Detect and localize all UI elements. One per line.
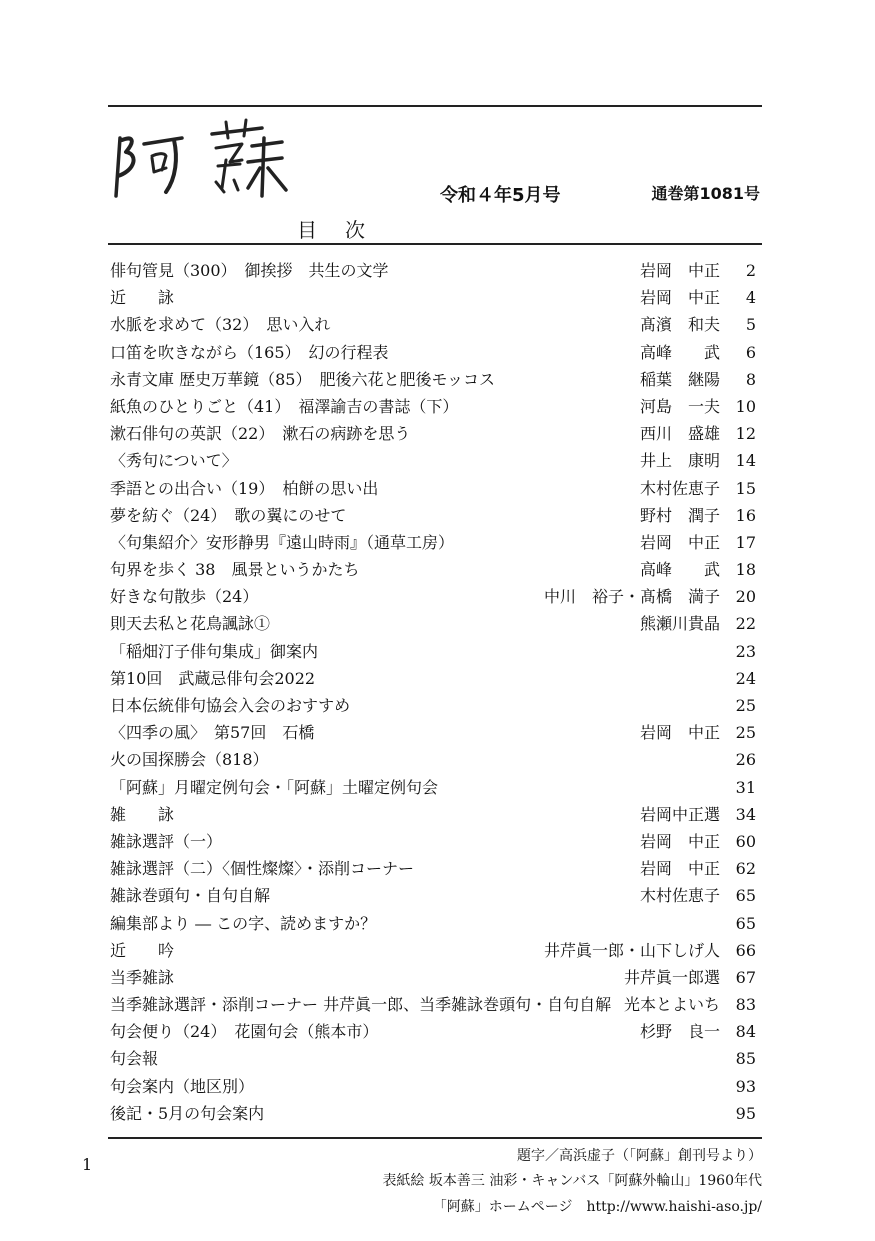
toc-entry-title: 紙魚のひとりごと（41） 福澤諭吉の書誌（下）: [110, 396, 459, 416]
toc-entry-title: 好きな句散歩（24）: [110, 587, 259, 607]
toc-entry-author: 光本とよいち: [623, 995, 720, 1015]
toc-entry-author: 井芹眞一郎・山下しげ人: [543, 940, 720, 960]
toc-entry-author: 井芹眞一郎選: [623, 967, 720, 987]
toc-entry-author: 野村 潤子: [639, 505, 720, 525]
toc-entry[interactable]: [108, 693, 762, 720]
toc-entry-author: 岩岡中正選: [639, 804, 720, 824]
toc-entry-page: 14: [735, 451, 756, 471]
toc-entry[interactable]: [108, 557, 762, 584]
toc-entry-page: 25: [735, 696, 756, 715]
toc-entry-title: 雑詠選評（一）: [110, 831, 223, 851]
toc-entry[interactable]: [108, 639, 762, 666]
toc-entry-title: 雑 詠: [110, 804, 175, 824]
toc-entry[interactable]: [108, 394, 762, 421]
toc-entry-page: 31: [735, 777, 756, 797]
toc-entry-page: 34: [735, 804, 756, 824]
toc-entry-page: 8: [745, 369, 756, 389]
toc-entry-author: 岩岡 中正: [639, 261, 720, 280]
toc-entry[interactable]: [108, 312, 762, 339]
header-rule: [108, 243, 762, 245]
toc-entry-author: 井上 康明: [639, 451, 720, 471]
toc-entry-title: 日本伝統俳句協会入会のおすすめ: [110, 696, 351, 715]
toc-entry-page: 6: [745, 342, 756, 362]
toc-entry[interactable]: [108, 1074, 762, 1101]
toc-entry-page: 5: [745, 315, 756, 335]
toc-entry-page: 18: [735, 560, 756, 580]
toc-entry[interactable]: [108, 747, 762, 774]
toc-entry-page: 95: [735, 1103, 756, 1123]
toc-entry[interactable]: [108, 720, 762, 747]
toc-entry-title: 句会便り（24） 花園句会（熊本市）: [110, 1022, 379, 1042]
toc-entry-author: 熊瀬川貴晶: [639, 614, 720, 634]
toc-entry[interactable]: [108, 911, 762, 938]
toc-entry[interactable]: [108, 476, 762, 503]
toc-entry-author: 髙濱 和夫: [639, 315, 720, 335]
toc-entry[interactable]: [108, 938, 762, 965]
toc-entry-title: 〈秀句について〉: [110, 451, 238, 471]
toc-entry-author: 岩岡 中正: [639, 723, 720, 743]
toc-entry[interactable]: [108, 992, 762, 1019]
toc-entry-author: 岩岡 中正: [639, 859, 720, 879]
toc-entry-title: 「阿蘇」月曜定例句会・「阿蘇」土曜定例句会: [110, 777, 439, 797]
toc-entry-title: 〈四季の風〉 第57回 石橋: [110, 723, 315, 743]
toc-entry-author: 岩岡 中正: [639, 831, 720, 851]
toc-entry[interactable]: [108, 829, 762, 856]
page-number: 1: [82, 1155, 93, 1174]
toc-entry-page: 66: [735, 940, 756, 960]
toc-entry[interactable]: [108, 965, 762, 992]
toc-entry-page: 10: [735, 396, 756, 416]
toc-entry-page: 67: [735, 967, 756, 987]
toc-entry[interactable]: [108, 258, 762, 285]
toc-entry[interactable]: [108, 448, 762, 475]
toc-entry-page: 84: [735, 1022, 756, 1042]
toc-entry-title: 句界を歩く 38 風景というかたち: [110, 560, 360, 580]
toc-entry[interactable]: [108, 367, 762, 394]
volume-number: 通巻第1081号: [651, 184, 760, 203]
cover-credit: 表紙絵 坂本善三 油彩・キャンバス「阿蘇外輪山」1960年代: [382, 1173, 762, 1189]
issue-date: 令和４年5月号: [440, 185, 561, 206]
toc-entry-title: 第10回 武蔵忌俳句会2022: [110, 668, 316, 688]
toc-entry-title: 当季雑詠: [110, 967, 175, 987]
toc-entry-page: 23: [735, 641, 756, 661]
toc-entry-page: 60: [735, 831, 756, 851]
toc-entry-author: 中川 裕子・髙橋 満子: [543, 587, 720, 607]
toc-entry-author: 西川 盛雄: [639, 424, 720, 444]
toc-entry-title: 口笛を吹きながら（165） 幻の行程表: [110, 342, 389, 362]
toc-entry-title: 近 吟: [110, 940, 175, 960]
toc-entry[interactable]: [108, 1046, 762, 1073]
toc-entry-page: 85: [735, 1049, 756, 1069]
toc-entry[interactable]: [108, 1019, 762, 1046]
toc-entry-author: 高峰 武: [639, 342, 720, 362]
toc-entry-page: 15: [735, 478, 756, 498]
toc-entry[interactable]: [108, 340, 762, 367]
homepage-link[interactable]: 「阿蘇」ホームページ http://www.haishi-aso.jp/: [432, 1199, 762, 1215]
toc-entry-page: 83: [735, 995, 756, 1015]
toc-entry-title: 「稲畑汀子俳句集成」御案内: [110, 641, 319, 661]
toc-entry-author: 岩岡 中正: [639, 532, 720, 552]
toc-heading: 目次: [297, 218, 393, 242]
toc-entry-page: 12: [735, 424, 756, 444]
toc-entry-page: 25: [735, 723, 756, 743]
toc-entry-page: 4: [745, 288, 756, 308]
toc-entry-page: 17: [735, 532, 756, 552]
toc-entry-title: 火の国探勝会（818）: [110, 750, 269, 770]
toc-entry[interactable]: [108, 883, 762, 910]
toc-entry-title: 夢を紡ぐ（24） 歌の翼にのせて: [110, 505, 347, 525]
toc-entry-title: 雑詠選評（二）〈個性燦燦〉・添削コーナー: [110, 859, 415, 879]
toc-entry[interactable]: [108, 802, 762, 829]
toc-entry-title: 後記・5月の句会案内: [110, 1103, 265, 1123]
calligraphy-credit: 題字／高浜虚子（「阿蘇」創刊号より）: [517, 1148, 762, 1164]
toc-entry-page: 62: [735, 859, 756, 879]
toc-entry-title: 句会案内（地区別）: [110, 1076, 255, 1096]
toc-entry[interactable]: [108, 503, 762, 530]
top-rule: [108, 105, 762, 107]
toc-entry[interactable]: [108, 285, 762, 312]
toc-entry[interactable]: [108, 1101, 762, 1128]
toc-entry[interactable]: [108, 666, 762, 693]
toc-entry[interactable]: [108, 611, 762, 638]
toc-entry-title: 永青文庫 歴史万華鏡（85） 肥後六花と肥後モッコス: [110, 369, 495, 389]
toc-entry-page: 20: [735, 587, 756, 607]
toc-entry-title: 則天去私と花鳥諷詠①: [110, 614, 271, 634]
toc-entry-author: 高峰 武: [639, 560, 720, 580]
toc-entry-page: 16: [735, 505, 756, 525]
toc-entry-page: 93: [735, 1076, 756, 1096]
toc-entry[interactable]: [108, 421, 762, 448]
toc-entry-author: 木村佐恵子: [639, 886, 720, 906]
aso-calligraphy-logo: [112, 118, 292, 204]
toc-entry-title: 季語との出合い（19） 柏餅の思い出: [110, 478, 379, 498]
toc-entry-title: 編集部より ― この字、読めますか？: [110, 913, 377, 933]
toc-entry-title: 俳句管見（300） 御挨拶 共生の文学: [110, 261, 389, 280]
toc-entry-author: 木村佐恵子: [639, 478, 720, 498]
table-of-contents: [108, 258, 762, 1128]
toc-entry-title: 水脈を求めて（32） 思い入れ: [110, 315, 331, 335]
toc-entry-author: 稲葉 継陽: [639, 369, 720, 389]
toc-entry-author: 岩岡 中正: [639, 288, 720, 308]
footer-rule: [108, 1137, 762, 1139]
toc-entry-title: 近 詠: [110, 288, 175, 308]
toc-entry-title: 漱石俳句の英訳（22） 漱石の病跡を思う: [110, 424, 411, 444]
toc-entry-page: 65: [735, 886, 756, 906]
toc-entry[interactable]: [108, 584, 762, 611]
toc-entry[interactable]: [108, 775, 762, 802]
toc-entry[interactable]: [108, 856, 762, 883]
toc-entry-page: 24: [735, 668, 756, 688]
toc-entry-title: 雑詠巻頭句・自句自解: [110, 886, 271, 906]
toc-entry-page: 65: [735, 913, 756, 933]
toc-entry[interactable]: [108, 530, 762, 557]
toc-entry-title: 句会報: [110, 1049, 159, 1069]
toc-entry-title: 当季雑詠選評・添削コーナー 井芹眞一郎、当季雑詠巻頭句・自句自解: [110, 995, 612, 1015]
toc-entry-author: 河島 一夫: [639, 396, 720, 416]
toc-entry-page: 26: [735, 750, 756, 770]
toc-entry-author: 杉野 良一: [639, 1022, 720, 1042]
toc-entry-page: 22: [735, 614, 756, 634]
toc-entry-title: 〈句集紹介〉安形静男『遠山時雨』（通草工房）: [110, 532, 455, 552]
toc-entry-page: 2: [745, 261, 756, 280]
